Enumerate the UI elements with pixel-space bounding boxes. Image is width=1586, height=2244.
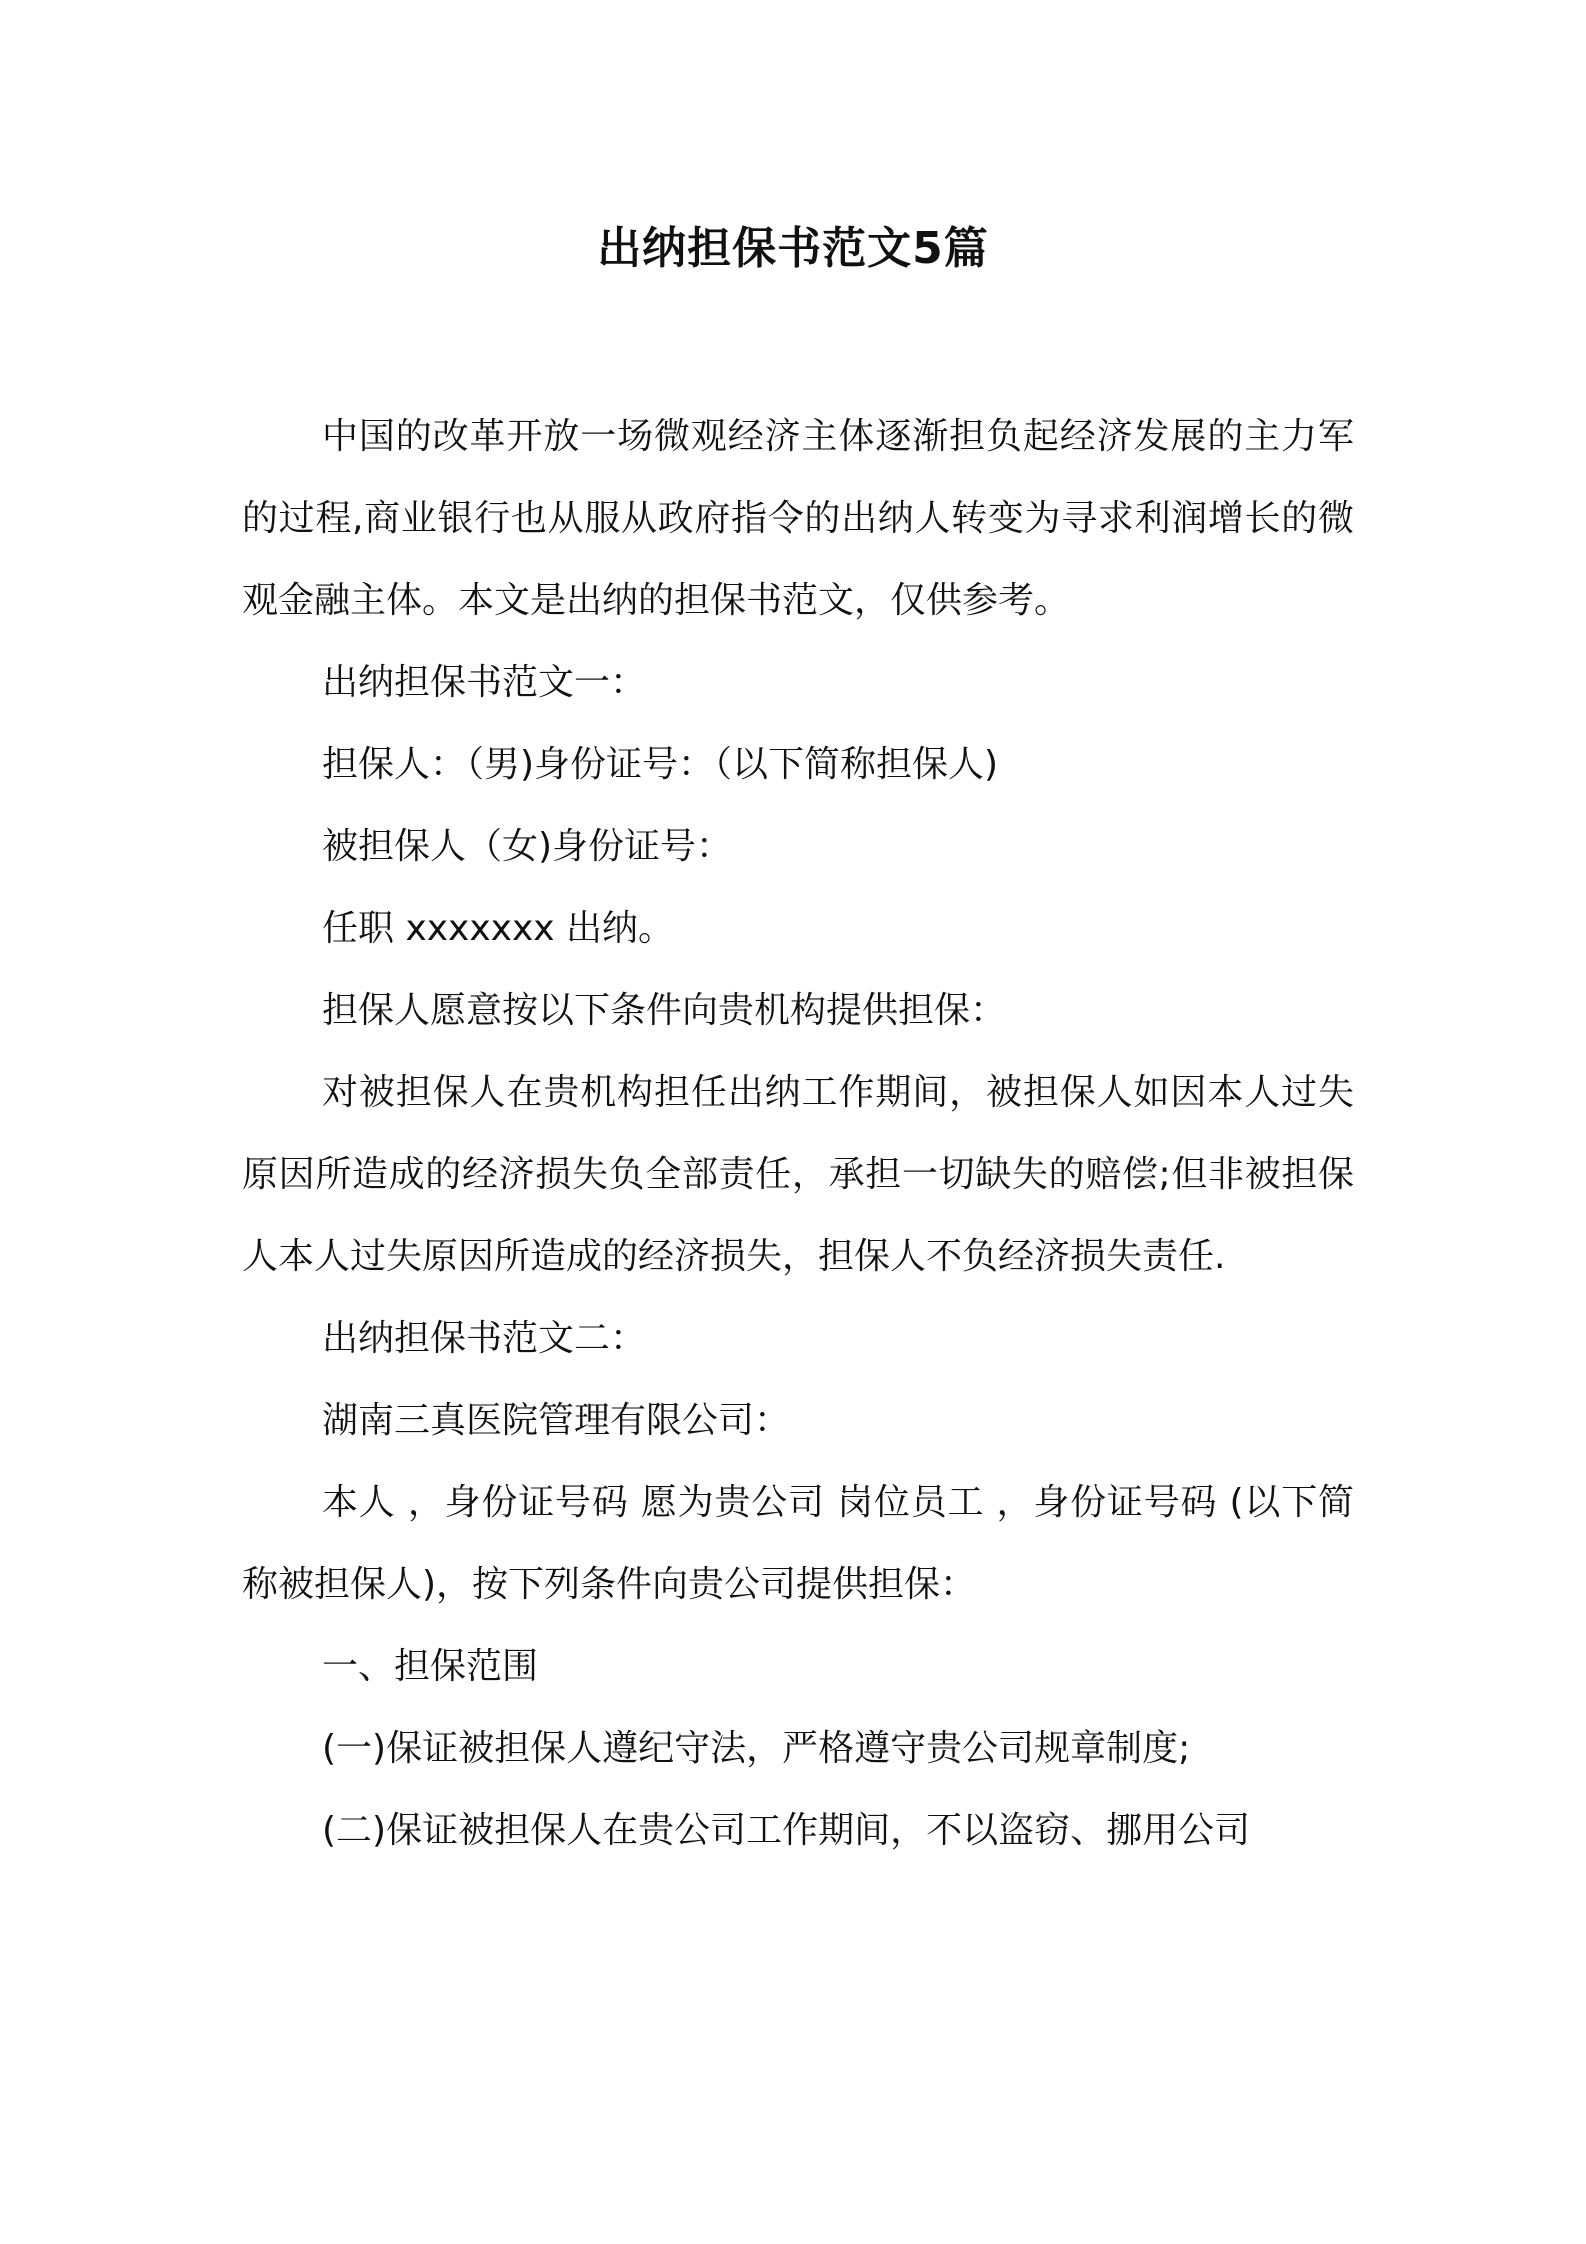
paragraph-guarantee-conditions: 担保人愿意按以下条件向贵机构提供担保：: [322, 990, 1007, 1031]
paragraph-liability: 对被担保人在贵机构担任出纳工作期间，被担保人如因本人过失原因所造成的经济损失负全部责任，承担一切缺失的赔偿;但非被担保人本人过失原因所造成的经济损失，担保人不负经济损失责任.: [242, 1072, 1354, 1277]
paragraph-scope-heading: 一、担保范围: [322, 1646, 539, 1687]
paragraph-addressee: 湖南三真医院管理有限公司：: [322, 1400, 791, 1441]
paragraph-guaranteed-person: 被担保人（女)身份证号：: [322, 826, 733, 867]
paragraph-position: 任职 xxxxxxx 出纳。: [322, 908, 675, 949]
section-heading-sample-two: 出纳担保书范文二：: [322, 1318, 647, 1359]
paragraph-scope-item-two: (二)保证被担保人在贵公司工作期间，不以盗窃、挪用公司: [322, 1810, 1251, 1851]
paragraph-guarantor: 担保人：（男)身份证号：（以下简称担保人): [322, 744, 999, 785]
document-body: [242, 396, 1354, 1872]
paragraph-intro: 中国的改革开放一场微观经济主体逐渐担负起经济发展的主力军的过程,商业银行也从服从政府指令的出纳人转变为寻求利润增长的微观金融主体。本文是出纳的担保书范文，仅供参考。: [242, 416, 1354, 621]
paragraph-declaration: 本人 ，身份证号码 愿为贵公司 岗位员工 ，身份证号码 (以下简称被担保人)，按下列条件向贵公司提供担保：: [242, 1482, 1354, 1605]
section-heading-sample-one: 出纳担保书范文一：: [322, 662, 647, 703]
document-title: 出纳担保书范文5篇: [597, 223, 989, 274]
paragraph-scope-item-one: (一)保证被担保人遵纪守法，严格遵守贵公司规章制度;: [322, 1728, 1191, 1769]
